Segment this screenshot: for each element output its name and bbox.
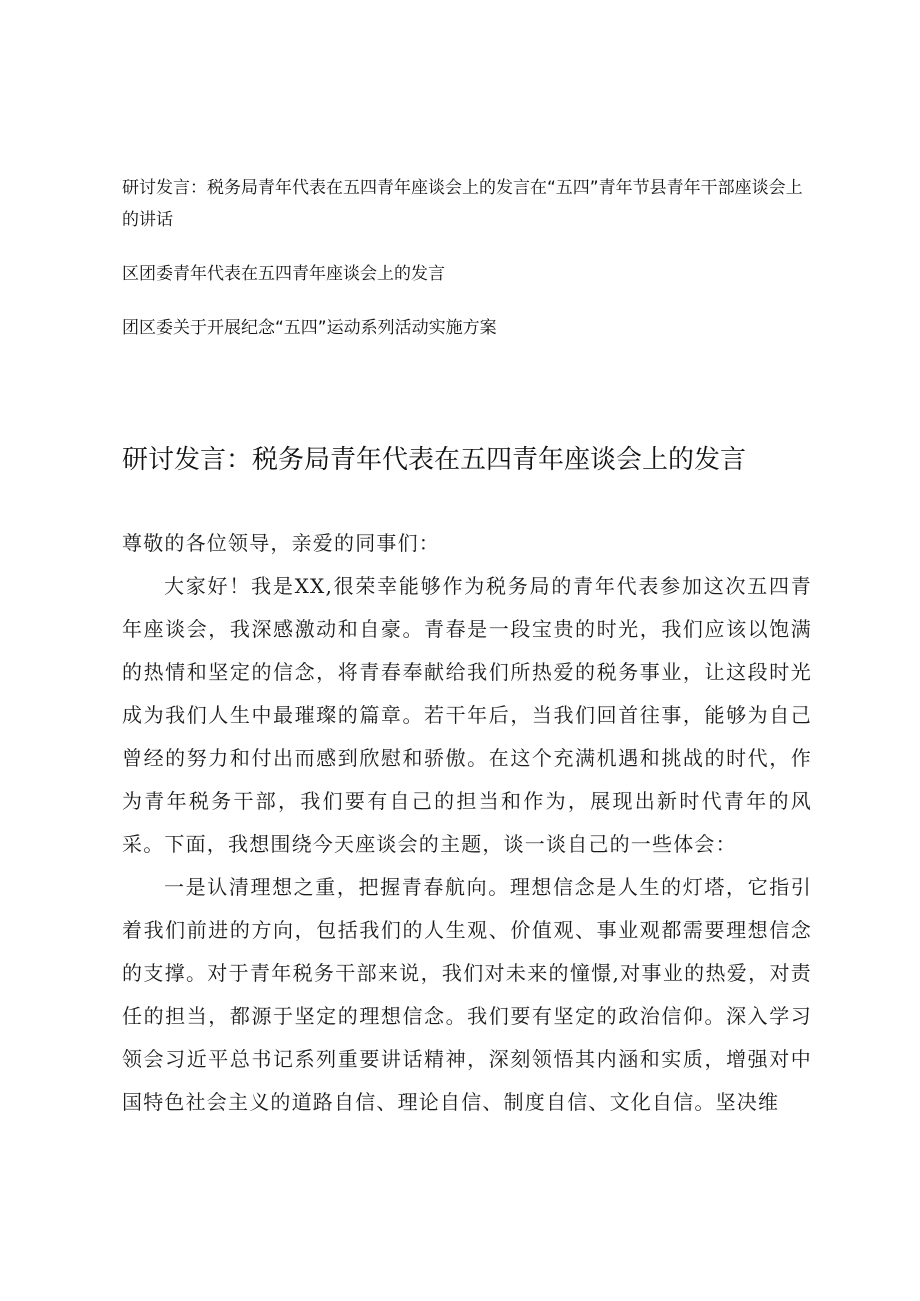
salutation: 尊敬的各位领导，亲爱的同事们： [122,531,440,555]
document-title: 研讨发言：税务局青年代表在五四青年座谈会上的发言 [122,445,747,475]
toc-item-1: 研讨发言：税务局青年代表在五四青年座谈会上的发言在“五四”青年节县青年干部座谈会上的讲话 [122,178,803,230]
table-of-contents [122,172,812,344]
paragraph-point-one: 一是认清理想之重，把握青春航向。理想信念是人生的灯塔，它指引着我们前进的方向，包括我们的人生观、价值观、事业观都需要理想信念的支撑。对于青年税务干部来说，我们对未来的憧憬,对事业的热爱，对责任的担当，都源于坚定的理想信念。我们要有坚定的政治信仰。深入学习领会习近平总书记系列重要讲话精神，深刻领悟其内涵和实质，增强对中国特色社会主义的道路自信、理论自信、制度自信、文化自信。坚决维 [122,875,812,1114]
document-body [122,522,812,1124]
toc-item-3: 团区委关于开展纪念“五四”运动系列活动实施方案 [122,318,497,338]
toc-item-2: 区团委青年代表在五四青年座谈会上的发言 [122,264,445,284]
paragraph-opening: 大家好！我是XX,很荣幸能够作为税务局的青年代表参加这次五四青年座谈会，我深感激动和自豪。青春是一段宝贵的时光，我们应该以饱满的热情和坚定的信念，将青春奉献给我们所热爱的税务事业，让这段时光成为我们人生中最璀璨的篇章。若干年后，当我们回首往事，能够为自己曾经的努力和付出而感到欣慰和骄傲。在这个充满机遇和挑战的时代，作为青年税务干部，我们要有自己的担当和作为，展现出新时代青年的风采。下面，我想围绕今天座谈会的主题，谈一谈自己的一些体会： [122,574,812,856]
